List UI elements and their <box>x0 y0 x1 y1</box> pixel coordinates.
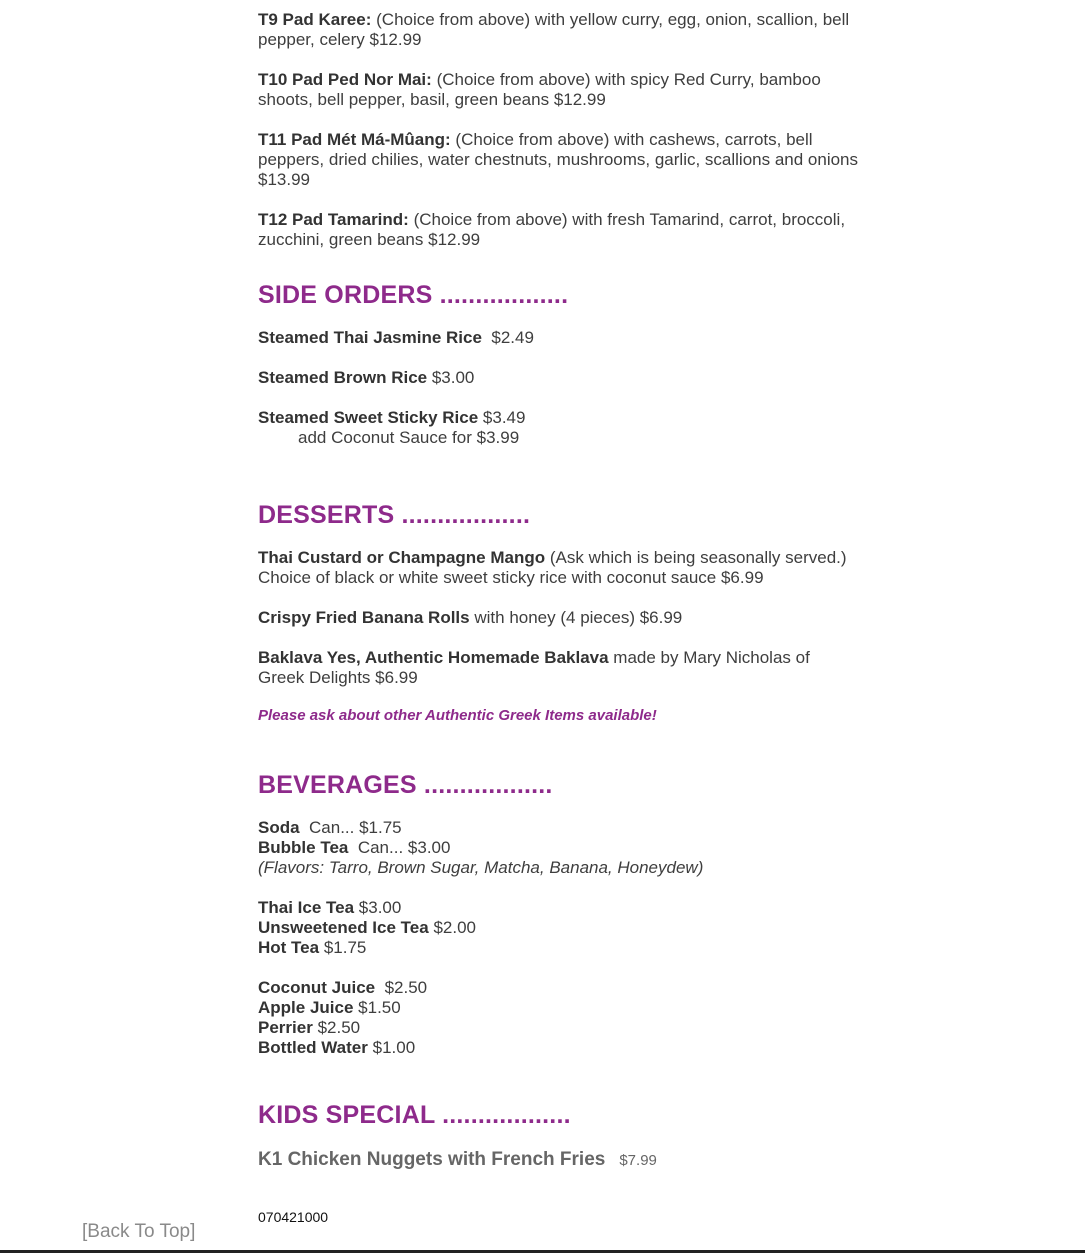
item-name: Steamed Sweet Sticky Rice <box>258 408 479 427</box>
item-name: Perrier <box>258 1018 313 1037</box>
item-name: Baklava Yes, Authentic Homemade Baklava <box>258 648 609 667</box>
item-description: (Choice from above) with fresh Tamarind, carrot, broccoli, zucchini, green beans $12.99 <box>258 210 846 249</box>
side-item-brown-rice <box>258 368 858 388</box>
beverage-item <box>258 978 858 998</box>
item-name: Bubble Tea <box>258 838 349 857</box>
beverage-item <box>258 938 858 958</box>
beverage-item <box>258 838 858 858</box>
item-description: with honey (4 pieces) $6.99 <box>474 608 683 627</box>
kids-special-heading: KIDS SPECIAL .................. <box>258 1101 571 1129</box>
item-name: Apple Juice <box>258 998 354 1017</box>
addon-note: add Coconut Sauce for $3.99 <box>298 428 520 447</box>
item-name: Coconut Juice <box>258 978 376 997</box>
side-item-sticky-rice <box>258 408 858 448</box>
side-item-jasmine-rice <box>258 328 858 348</box>
menu-content <box>258 10 858 1173</box>
dessert-item-baklava <box>258 648 858 688</box>
item-name: Thai Ice Tea <box>258 898 355 917</box>
beverage-item <box>258 998 858 1018</box>
beverage-item <box>258 1038 858 1058</box>
item-price: Can... $3.00 <box>357 838 451 857</box>
desserts-heading: DESSERTS .................. <box>258 501 531 529</box>
dessert-item-banana-rolls <box>258 608 858 628</box>
beverage-item <box>258 918 858 938</box>
item-price: $3.49 <box>482 408 526 427</box>
item-name: Crispy Fried Banana Rolls <box>258 608 470 627</box>
item-name: T9 Pad Karee: <box>258 10 372 29</box>
beverage-item <box>258 1018 858 1038</box>
menu-item-t12 <box>258 210 858 250</box>
beverage-group-tea <box>258 898 858 958</box>
item-name: T11 Pad Mét Má-Mûang: <box>258 130 451 149</box>
beverages-heading: BEVERAGES .................. <box>258 771 553 799</box>
item-name: Unsweetened Ice Tea <box>258 918 429 937</box>
item-description: made by Mary Nicholas of Greek Delights $6.99 <box>258 648 810 687</box>
item-name: Hot Tea <box>258 938 320 957</box>
item-name: Steamed Thai Jasmine Rice <box>258 328 482 347</box>
back-to-top-link[interactable]: [Back To Top] <box>82 1221 196 1242</box>
item-price: $7.99 <box>619 1152 657 1169</box>
item-name: Bottled Water <box>258 1038 368 1057</box>
menu-item-t10 <box>258 70 858 110</box>
item-name: T10 Pad Ped Nor Mai: <box>258 70 432 89</box>
bubble-tea-flavors: (Flavors: Tarro, Brown Sugar, Matcha, Banana, Honeydew) <box>258 858 704 877</box>
item-name: K1 Chicken Nuggets with French Fries <box>258 1149 606 1170</box>
item-description: (Choice from above) with yellow curry, egg, onion, scallion, bell pepper, celery $12.99 <box>258 10 850 49</box>
item-price: $1.50 <box>358 998 401 1017</box>
item-price: $1.00 <box>372 1038 416 1057</box>
item-price: $2.50 <box>317 1018 361 1037</box>
beverage-item <box>258 898 858 918</box>
side-orders-heading: SIDE ORDERS .................. <box>258 281 569 309</box>
kids-item-k1 <box>258 1148 858 1173</box>
item-price: $2.49 <box>491 328 534 347</box>
item-description: (Choice from above) with cashews, carrots, bell peppers, dried chilies, water chestnuts, mushrooms, garlic, scallions and onions $13.99 <box>258 130 859 189</box>
menu-item-t11 <box>258 130 858 190</box>
page-code: 070421000 <box>258 1209 329 1225</box>
beverage-group-soda <box>258 818 858 878</box>
greek-items-note: Please ask about other Authentic Greek Items available! <box>258 707 657 724</box>
item-name: Steamed Brown Rice <box>258 368 428 387</box>
item-price: $3.00 <box>358 898 402 917</box>
item-price: $3.00 <box>431 368 475 387</box>
item-price: Can... $1.75 <box>309 818 402 837</box>
item-price: $1.75 <box>323 938 367 957</box>
dessert-item-mango <box>258 548 858 588</box>
item-name: T12 Pad Tamarind: <box>258 210 409 229</box>
beverage-group-juice <box>258 978 858 1058</box>
item-price: $2.00 <box>433 918 476 937</box>
item-price: $2.50 <box>384 978 428 997</box>
item-description: (Ask which is being seasonally served.) Choice of black or white sweet sticky rice with coconut sauce $6.99 <box>258 548 847 587</box>
beverage-item <box>258 818 858 838</box>
item-name: Soda <box>258 818 300 837</box>
item-name: Thai Custard or Champagne Mango <box>258 548 546 567</box>
menu-item-t9 <box>258 10 858 50</box>
item-description: (Choice from above) with spicy Red Curry, bamboo shoots, bell pepper, basil, green beans $12.99 <box>258 70 821 109</box>
